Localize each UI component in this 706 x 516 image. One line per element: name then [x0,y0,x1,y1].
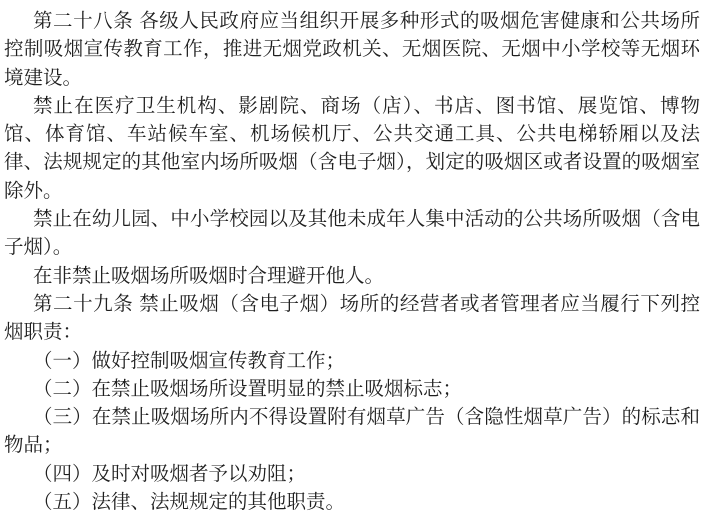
paragraph-prohibited-indoor-places: 禁止在医疗卫生机构、影剧院、商场（店）、书店、图书馆、展览馆、博物馆、体育馆、车站候车室、机场候机厅、公共交通工具、公共电梯轿厢以及法律、法规规定的其他室内场所吸烟（含电子烟），划定的吸烟区或者设置的吸烟室除外。 [4,94,700,202]
paragraph-article-29: 第二十九条 禁止吸烟（含电子烟）场所的经营者或者管理者应当履行下列控烟职责： [4,292,700,344]
paragraph-minors-places: 禁止在幼儿园、中小学校园以及其他未成年人集中活动的公共场所吸烟（含电子烟）。 [4,208,700,259]
paragraph-article-28: 第二十八条 各级人民政府应当组织开展多种形式的吸烟危害健康和公共场所控制吸烟宣传教育工作，推进无烟党政机关、无烟医院、无烟中小学校等无烟环境建设。 [4,10,700,89]
list-item-1: （一）做好控制吸烟宣传教育工作； [33,349,346,372]
list-item-2: （二）在禁止吸烟场所设置明显的禁止吸烟标志； [33,377,463,400]
paragraph-avoid-others: 在非禁止吸烟场所吸烟时合理避开他人。 [33,264,385,287]
list-item-3: （三）在禁止吸烟场所内不得设置附有烟草广告（含隐性烟草广告）的标志和物品； [4,406,700,457]
list-item-4: （四）及时对吸烟者予以劝阻； [33,462,307,485]
list-item-5: （五）法律、法规规定的其他职责。 [33,491,346,514]
